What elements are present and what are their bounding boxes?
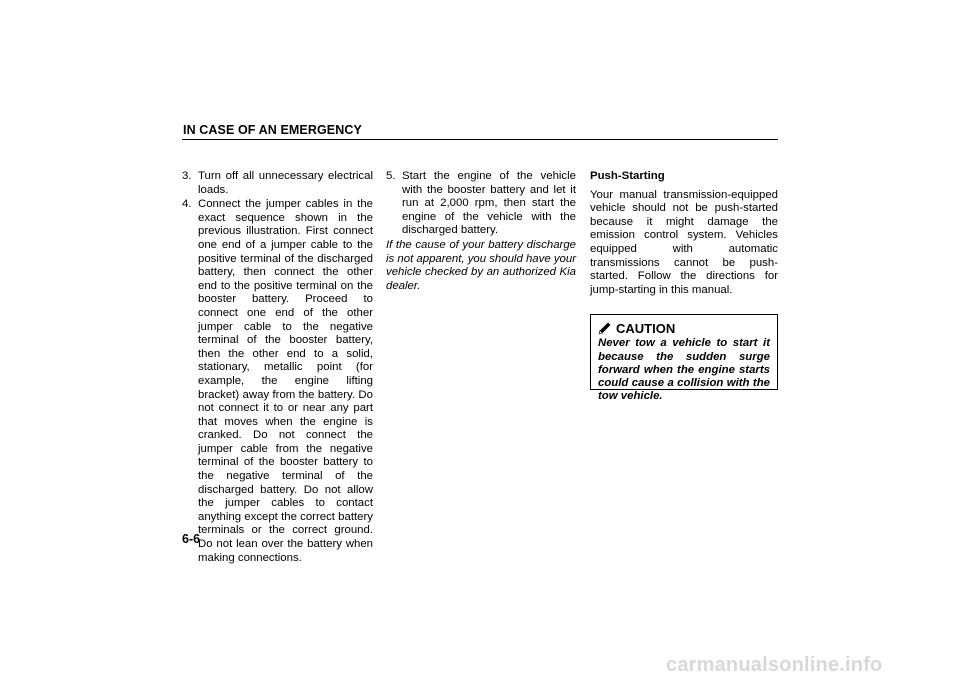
list-item-number: 5. (386, 170, 396, 182)
list-item (182, 198, 373, 565)
column-left (182, 170, 373, 566)
header-divider (182, 139, 778, 140)
caution-header (598, 321, 770, 335)
watermark-logo: carmanualsonline.info (666, 654, 883, 676)
caution-text: Never tow a vehicle to start it because the sudden surge forward when the engine starts could cause a collision with the tow vehicle. (598, 337, 770, 403)
list-item-text: Start the engine of the vehicle with the booster battery and let it run at 2,000 rpm, then start the engine of the vehicle with the discharged battery. (402, 170, 576, 237)
push-starting-heading: Push-Starting (590, 170, 665, 182)
list-item-number: 3. (182, 170, 192, 182)
caution-pencil-icon (598, 321, 612, 335)
list-item-number: 4. (182, 198, 192, 211)
caution-title: CAUTION (616, 320, 676, 336)
list-item (386, 170, 576, 238)
push-starting-body: Your manual transmission-equipped vehicle should not be push-started because it might damage the emission control system. Vehicles equipped with automatic transmissions cannot be push-started. Follow the directions for jump-starting in this manual. (590, 188, 778, 296)
column-right (590, 170, 778, 403)
dealer-note: If the cause of your battery discharge is not apparent, you should have your vehicle checked by an authorized Kia dealer. (386, 238, 576, 292)
caution-box (590, 314, 778, 403)
list-item-text: Connect the jumper cables in the exact sequence shown in the previous illustration. First connect one end of a jumper cable to the positive terminal of the discharged battery, then connect the other end to the positive terminal on the booster battery. Proceed to connect one end of the other jumper cable to the negative terminal of the booster battery, then the other end to a solid, stationary, metallic point (for example, the engine lifting bracket) away from the battery. Do not connect it to or near any part that moves when the engine is cranked. Do not connect the jumper cable from the negative terminal of the booster battery to the negative terminal of the discharged battery. Do not allow the jumper cables to contact anything except the correct battery terminals or the correct ground. Do not lean over the battery when making connections. (198, 198, 373, 564)
section-title: IN CASE OF AN EMERGENCY (183, 123, 362, 137)
column-middle (386, 170, 576, 293)
list-item (182, 170, 373, 197)
page-number: 6-6 (182, 532, 201, 546)
list-item-text: Turn off all unnecessary electrical loads. (198, 170, 373, 196)
